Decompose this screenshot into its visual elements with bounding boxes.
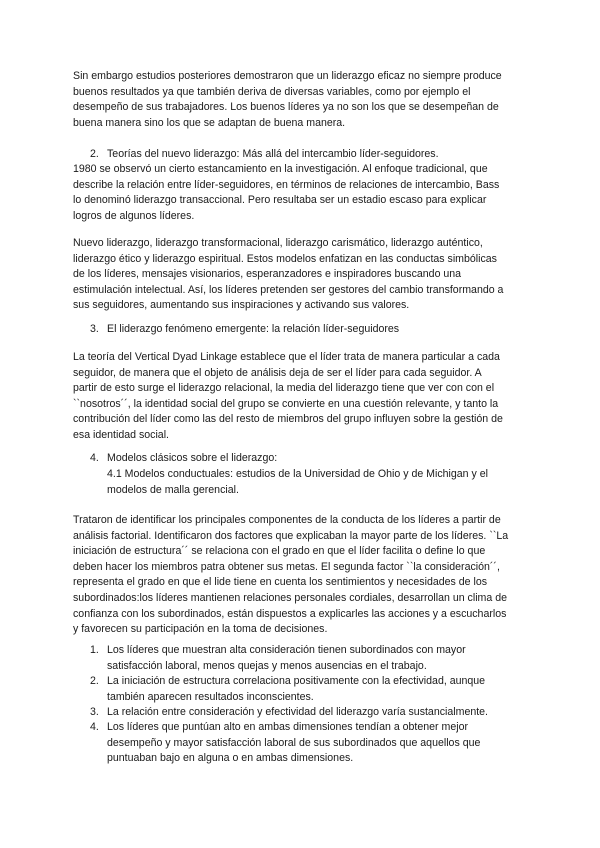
section-2-paragraph: 1980 se observó un cierto estancamiento en la investigación. Al enfoque tradicional, que describe la relación entre líder-seguidores, en términos de relaciones de intercambio, Bass lo denominó liderazgo transaccional. Pero resultaba ser un estadio escaso para explicar logros de algunos líderes.: [73, 163, 500, 222]
section-4-heading: Modelos clásicos sobre el liderazgo:: [107, 452, 278, 464]
list-item-number: 4.: [90, 721, 99, 733]
intro-paragraph: Sin embargo estudios posteriores demostraron que un liderazgo eficaz no siempre produce buenos resultados ya que también deriva de diversas variables, como por ejemplo el desempeño de sus trabajadores. Los buenos líderes ya no son los que se desempeñan de buena manera sino los que se adaptan de buena manera.: [73, 70, 502, 129]
section-4-paragraph: Trataron de identificar los principales componentes de la conducta de los líderes a partir de análisis factorial. Identificaron dos factores que explicaban la mayor parte de los líderes. ``La iniciación de estructura´´ se relaciona con el grado en que el líder facilita o define lo que deben hacer los miembros patra obtener sus metas. El segunda factor ``la consideración´´, representa el grado en que el lide tiene en cuenta los sentimientos y necesidades de los subordinados:los líderes mantienen relaciones personales cordiales, desarrollan un clima de confianza con los subordinados, están dispuestos a explicarles las acciones y a escucharlos y favorecen su participación en la toma de decisiones.: [73, 514, 509, 636]
section-4-number: 4.: [90, 452, 99, 464]
list-item-text: Los líderes que puntúan alto en ambas dimensiones tendían a obtener mejor desempeño y mayor satisfacción laboral de sus subordinados que aquellos que puntuaban bajo en alguna o en ambas dimensiones.: [107, 721, 481, 765]
section-4-subheading: 4.1 Modelos conductuales: estudios de la Universidad de Ohio y de Michigan y el modelos de malla gerencial.: [107, 468, 489, 496]
section-3-paragraph: La teoría del Vertical Dyad Linkage establece que el líder trata de manera particular a cada seguidor, de manera que el objeto de análisis deja de ser el líder para cada seguidor. A partir de esto surge el liderazgo relacional, la media del liderazgo tiene que ver con con el ``nosotros´´, la identidad social del grupo se convierte en una cuestión relevante, y tanto la contribución del líder como las del resto de miembros del grupo influyen sobre la gestión de esa identidad social.: [73, 351, 503, 441]
list-item-number: 2.: [90, 675, 99, 687]
new-leadership-paragraph: Nuevo liderazgo, liderazgo transformacional, liderazgo carismático, liderazgo auténtico, liderazgo ético y liderazgo espiritual. Estos modelos enfatizan en las conductas simbólicas de los líderes, mensajes visionarios, esperanzadores e inspiradores buscando una estimulación intelectual. Así, los líderes pretenden ser gestores del cambio transformando a sus seguidores, aumentando sus inspiraciones y activando sus valores.: [73, 237, 504, 312]
list-item-number: 1.: [90, 644, 99, 656]
section-2-number: 2.: [90, 148, 99, 160]
section-3-number: 3.: [90, 323, 99, 335]
section-3-heading: El liderazgo fenómeno emergente: la relación líder-seguidores: [107, 323, 400, 335]
list-item-number: 3.: [90, 706, 99, 718]
list-item-text: La iniciación de estructura correlaciona positivamente con la efectividad, aunque también aparecen resultados inconscientes.: [107, 675, 486, 703]
section-2-heading: Teorías del nuevo liderazgo: Más allá del intercambio líder-seguidores.: [107, 148, 439, 160]
list-item-text: La relación entre consideración y efectividad del liderazgo varía sustancialmente.: [107, 706, 489, 718]
list-item-text: Los líderes que muestran alta consideración tienen subordinados con mayor satisfacción laboral, menos quejas y menos ausencias en el trabajo.: [107, 644, 466, 672]
